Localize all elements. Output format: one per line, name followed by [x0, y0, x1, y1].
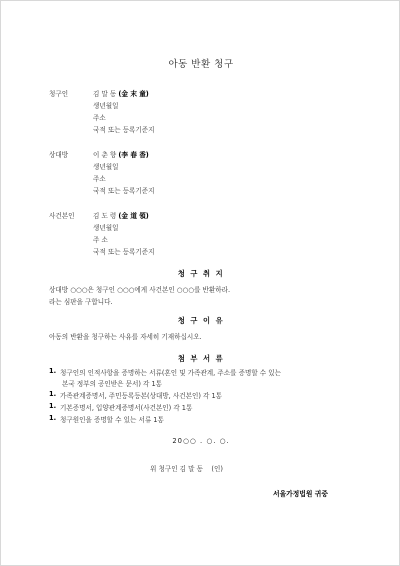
claimant-name: 김 말 동: [93, 90, 117, 98]
claimant-nationality: 국적 또는 등록기준지: [93, 126, 155, 134]
claimant-birthdate: 생년월일: [93, 102, 119, 110]
purpose-heading: 청 구 취 지: [177, 269, 225, 278]
subject-name-hanja: (金 道 領): [118, 212, 149, 220]
attachment-1-line-2: 본국 정부의 공인받은 문서) 각 1통: [62, 380, 163, 388]
attachment-1-number: 1.: [49, 367, 57, 375]
attachment-2-line-1: 가족관계증명서, 주민등록등본(상대방, 사건본인) 각 1통: [60, 392, 223, 400]
reason-line-1: 아동의 반환을 청구하는 사유를 자세히 기재하십시오.: [49, 333, 202, 341]
party-label-subject: 사건본인: [49, 212, 75, 220]
court-addressee: 서울가정법원 귀중: [273, 490, 328, 498]
subject-nationality: 국적 또는 등록기준지: [93, 248, 155, 256]
attachment-1-line-1: 청구인의 인적사항을 증명하는 서류(혼인 및 가족관계, 주소를 증명할 수 있는: [60, 369, 281, 377]
respondent-birthdate: 생년월일: [93, 163, 119, 171]
signature-text: 위 청구인 김 말 동: [150, 465, 203, 473]
subject-name: 김 도 령: [93, 212, 117, 220]
attachment-2-number: 1.: [49, 390, 57, 398]
filing-date: 20○○ . ○. ○.: [172, 437, 230, 445]
respondent-name: 이 춘 향: [93, 151, 117, 159]
attachment-4-line-1: 청구원인을 증명할 수 있는 서류 1통: [60, 416, 164, 424]
attachments-heading: 첨 부 서 류: [177, 354, 225, 363]
party-label-claimant: 청구인: [49, 90, 69, 98]
respondent-name-line: [93, 149, 149, 159]
respondent-name-hanja: (李 春 香): [118, 151, 149, 159]
subject-name-line: [93, 210, 149, 220]
claimant-address: 주소: [93, 114, 106, 122]
party-label-respondent: 상대방: [49, 151, 69, 159]
attachment-3-number: 1.: [49, 402, 57, 410]
subject-address: 주 소: [93, 236, 108, 244]
document-title: 아동 반환 청구: [168, 59, 234, 70]
attachment-4-number: 1.: [49, 414, 57, 422]
signature-line: [150, 463, 223, 473]
claimant-name-hanja: (金 末 童): [118, 90, 149, 98]
respondent-address: 주소: [93, 175, 106, 183]
claimant-name-line: [93, 88, 149, 98]
purpose-line-1: 상대방 ○○○은 청구인 ○○○에게 사건본인 ○○○를 반환하라.: [49, 286, 231, 294]
purpose-line-2: 라는 심판을 구합니다.: [49, 298, 113, 306]
seal-mark: (인): [211, 465, 223, 473]
respondent-nationality: 국적 또는 등록기준지: [93, 187, 155, 195]
reason-heading: 청 구 이 유: [177, 316, 225, 325]
attachment-3-line-1: 기본증명서, 입양관계증명서(사건본인) 각 1통: [60, 404, 193, 412]
subject-birthdate: 생년월일: [93, 224, 119, 232]
